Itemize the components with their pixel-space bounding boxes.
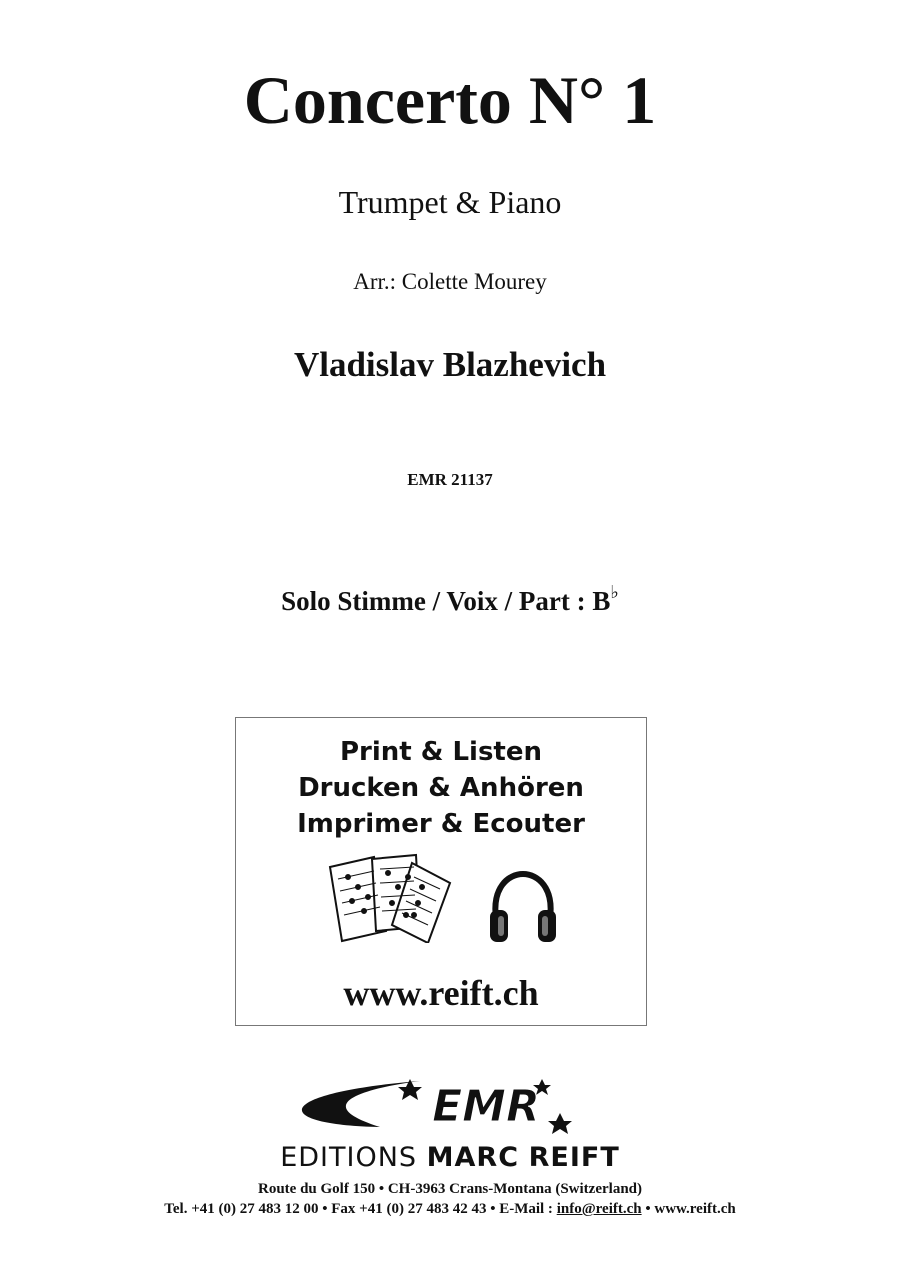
- page-title: Concerto N° 1: [243, 62, 657, 138]
- composer: Vladislav Blazhevich: [293, 345, 607, 384]
- contact-phone-fax: Tel. +41 (0) 27 483 12 00 • Fax +41 (0) 27 483 42 43 • E-Mail :: [164, 1201, 557, 1217]
- contact-website: • www.reift.ch: [641, 1201, 736, 1217]
- promo-website-link[interactable]: www.reift.ch: [343, 973, 539, 1013]
- headphones-icon: [488, 870, 558, 950]
- part-label: [0, 577, 900, 618]
- email-link[interactable]: info@reift.ch: [556, 1201, 642, 1217]
- arranger: Arr.: Colette Mourey: [353, 269, 547, 294]
- publisher-name: [0, 1143, 900, 1173]
- emr-logo: [230, 1075, 670, 1142]
- publisher-address: Route du Golf 150 • CH-3963 Crans-Montana (Switzerland): [258, 1181, 642, 1197]
- print-listen-box[interactable]: [235, 717, 647, 1026]
- svg-text:EMR: EMR: [432, 1081, 540, 1132]
- publisher-name-part3: REIFT: [528, 1142, 620, 1173]
- catalog-number: EMR 21137: [407, 470, 493, 489]
- publisher-name-part2: MARC: [426, 1142, 520, 1173]
- part-label-text: Solo Stimme / Voix / Part : B: [281, 586, 611, 616]
- sheet-music-icon: [328, 853, 453, 948]
- flat-symbol: ♭: [610, 582, 619, 602]
- promo-line-french: Imprimer & Ecouter: [297, 809, 585, 839]
- promo-line-german: Drucken & Anhören: [298, 773, 584, 803]
- instrumentation: Trumpet & Piano: [338, 184, 562, 220]
- publisher-name-part1: EDITIONS: [280, 1142, 418, 1173]
- promo-line-english: Print & Listen: [339, 737, 543, 767]
- publisher-contact: [0, 1200, 900, 1218]
